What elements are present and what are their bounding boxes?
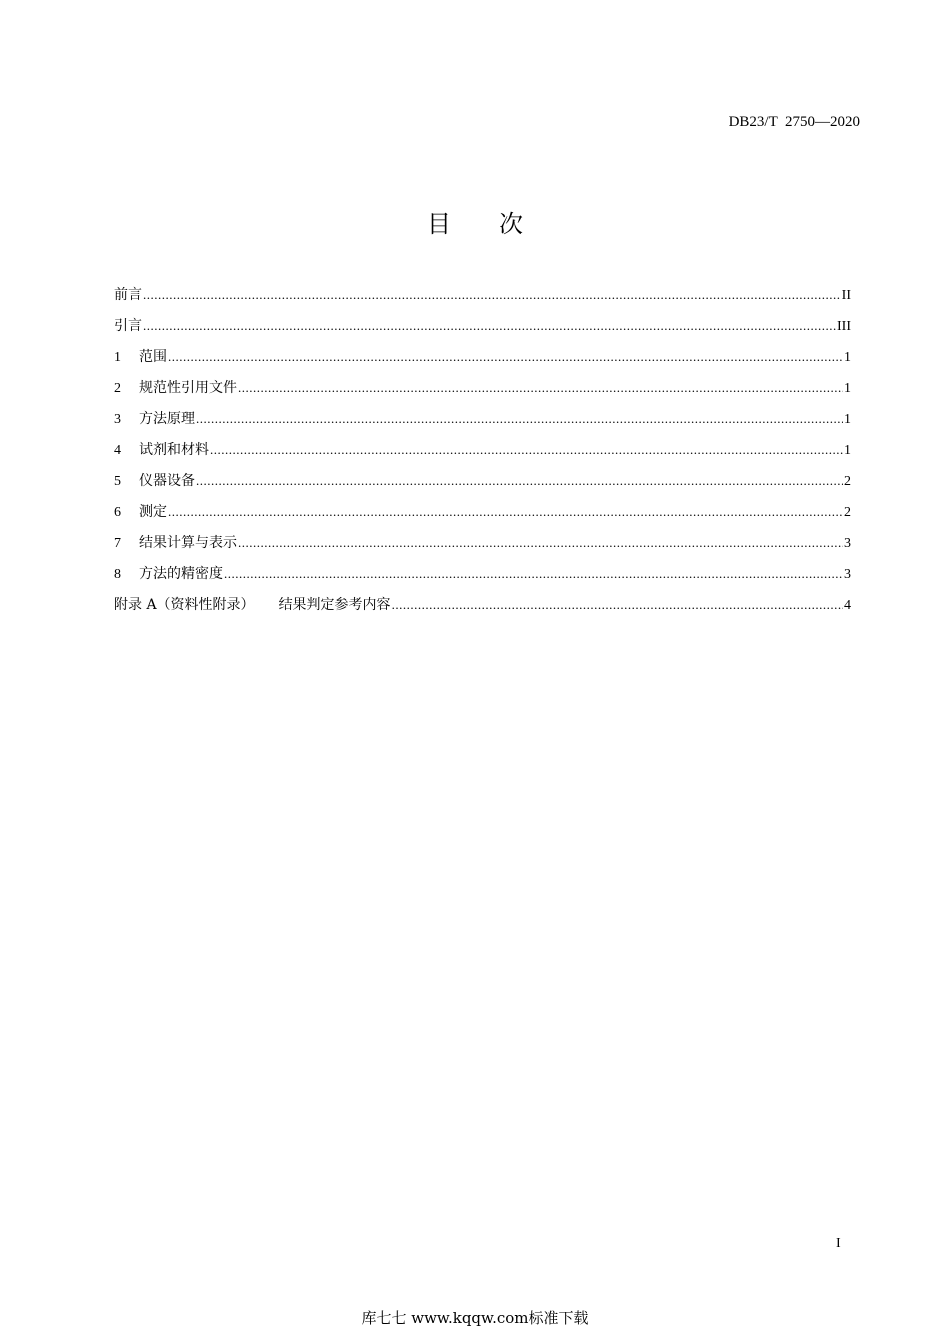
toc-leader — [238, 380, 843, 396]
toc-label: 规范性引用文件 — [139, 380, 237, 396]
toc-number: 1 — [114, 350, 121, 365]
toc-page-number: 4 — [844, 598, 851, 613]
toc-page-number: 1 — [844, 412, 851, 427]
table-of-contents — [114, 284, 851, 625]
toc-leader — [392, 597, 843, 613]
toc-label: 结果计算与表示 — [139, 535, 237, 551]
toc-label: 附录 A（资料性附录） — [114, 597, 255, 613]
toc-leader — [210, 442, 843, 458]
toc-label: 试剂和材料 — [139, 442, 209, 458]
toc-sublabel: 结果判定参考内容 — [278, 597, 391, 613]
toc-label: 方法的精密度 — [139, 566, 223, 582]
standard-code: DB23/T 2750—2020 — [728, 114, 860, 130]
toc-label: 前言 — [114, 287, 142, 303]
toc-page-number: 2 — [844, 505, 851, 520]
toc-entry-normative-references[interactable] — [114, 377, 851, 408]
toc-number: 4 — [114, 443, 121, 458]
toc-entry-method-principle[interactable] — [114, 408, 851, 439]
toc-leader — [143, 287, 841, 303]
toc-number: 8 — [114, 567, 121, 582]
toc-page-number: 1 — [844, 350, 851, 365]
toc-page-number: 1 — [844, 443, 851, 458]
toc-leader — [238, 535, 843, 551]
toc-page-number: II — [841, 288, 851, 303]
toc-page-number: 1 — [844, 381, 851, 396]
toc-label: 范围 — [139, 349, 167, 365]
toc-entry-scope[interactable] — [114, 346, 851, 377]
toc-entry-precision[interactable] — [114, 563, 851, 594]
watermark-text: 库七七 www.kqqw.com标准下载 — [361, 1309, 589, 1327]
toc-leader — [168, 349, 843, 365]
toc-number: 3 — [114, 412, 121, 427]
toc-page-number: 2 — [844, 474, 851, 489]
toc-entry-reagents[interactable] — [114, 439, 851, 470]
toc-leader — [224, 566, 843, 582]
toc-entry-annex-a[interactable] — [114, 594, 851, 625]
toc-leader — [196, 411, 843, 427]
toc-number: 6 — [114, 505, 121, 520]
title-char-1: 目 — [427, 210, 451, 238]
toc-label: 方法原理 — [139, 411, 195, 427]
title-char-2: 次 — [499, 210, 523, 238]
toc-leader — [143, 318, 836, 334]
toc-page-number: 3 — [844, 536, 851, 551]
toc-label: 引言 — [114, 318, 142, 334]
toc-label: 仪器设备 — [139, 473, 195, 489]
toc-number: 5 — [114, 474, 121, 489]
toc-page-number: III — [837, 319, 851, 334]
toc-entry-apparatus[interactable] — [114, 470, 851, 501]
toc-entry-calculation[interactable] — [114, 532, 851, 563]
toc-number: 7 — [114, 536, 121, 551]
toc-leader — [168, 504, 843, 520]
page-title — [0, 204, 950, 239]
toc-page-number: 3 — [844, 567, 851, 582]
toc-label: 测定 — [139, 504, 167, 520]
toc-leader — [196, 473, 843, 489]
toc-entry-determination[interactable] — [114, 501, 851, 532]
toc-entry-introduction[interactable] — [114, 315, 851, 346]
toc-entry-foreword[interactable] — [114, 284, 851, 315]
toc-number: 2 — [114, 381, 121, 396]
page-number: I — [836, 1236, 841, 1251]
